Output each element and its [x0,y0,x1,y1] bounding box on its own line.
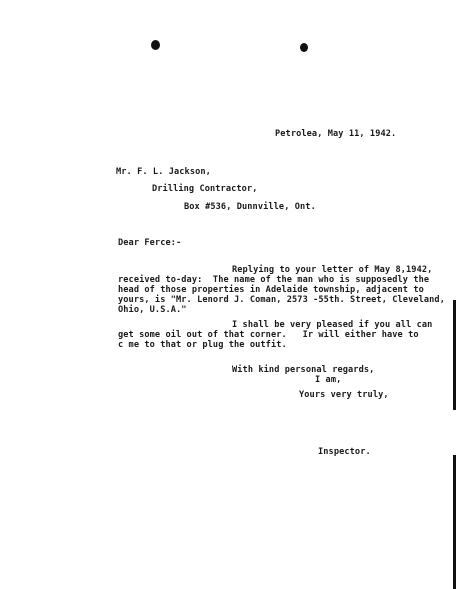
paragraph-2-line-1: I shall be very pleased if you all can [232,320,433,330]
signature-title: Inspector. [318,447,371,457]
recipient-address: Box #536, Dunnville, Ont. [184,202,316,212]
signoff: Yours very truly, [299,390,389,400]
recipient-name: Mr. F. L. Jackson, [116,167,211,177]
closing-line-1: With kind personal regards, [232,365,375,375]
paragraph-1-line-5: Ohio, U.S.A." [118,305,187,315]
salutation: Dear Ferce:- [118,238,182,248]
paragraph-2-line-2: get some oil out of that corner. Ir will either have to [118,330,419,340]
recipient-title: Drilling Contractor, [152,184,258,194]
paragraph-2-line-3: c me to that or plug the outfit. [118,340,287,350]
closing-line-2: I am, [315,375,342,385]
punch-hole-left [151,40,160,50]
place-date: Petrolea, May 11, 1942. [275,129,397,139]
paragraph-1-line-3: head of those properties in Adelaide township, adjacent to [118,285,424,295]
paragraph-1-line-1: Replying to your letter of May 8,1942, [232,265,433,275]
paragraph-1-line-4: yours, is "Mr. Lenord J. Coman, 2573 -55th. Street, Cleveland, [118,295,445,305]
paragraph-1-line-2: received to-day: The name of the man who is supposedly the [118,275,430,285]
punch-hole-right [300,43,308,52]
